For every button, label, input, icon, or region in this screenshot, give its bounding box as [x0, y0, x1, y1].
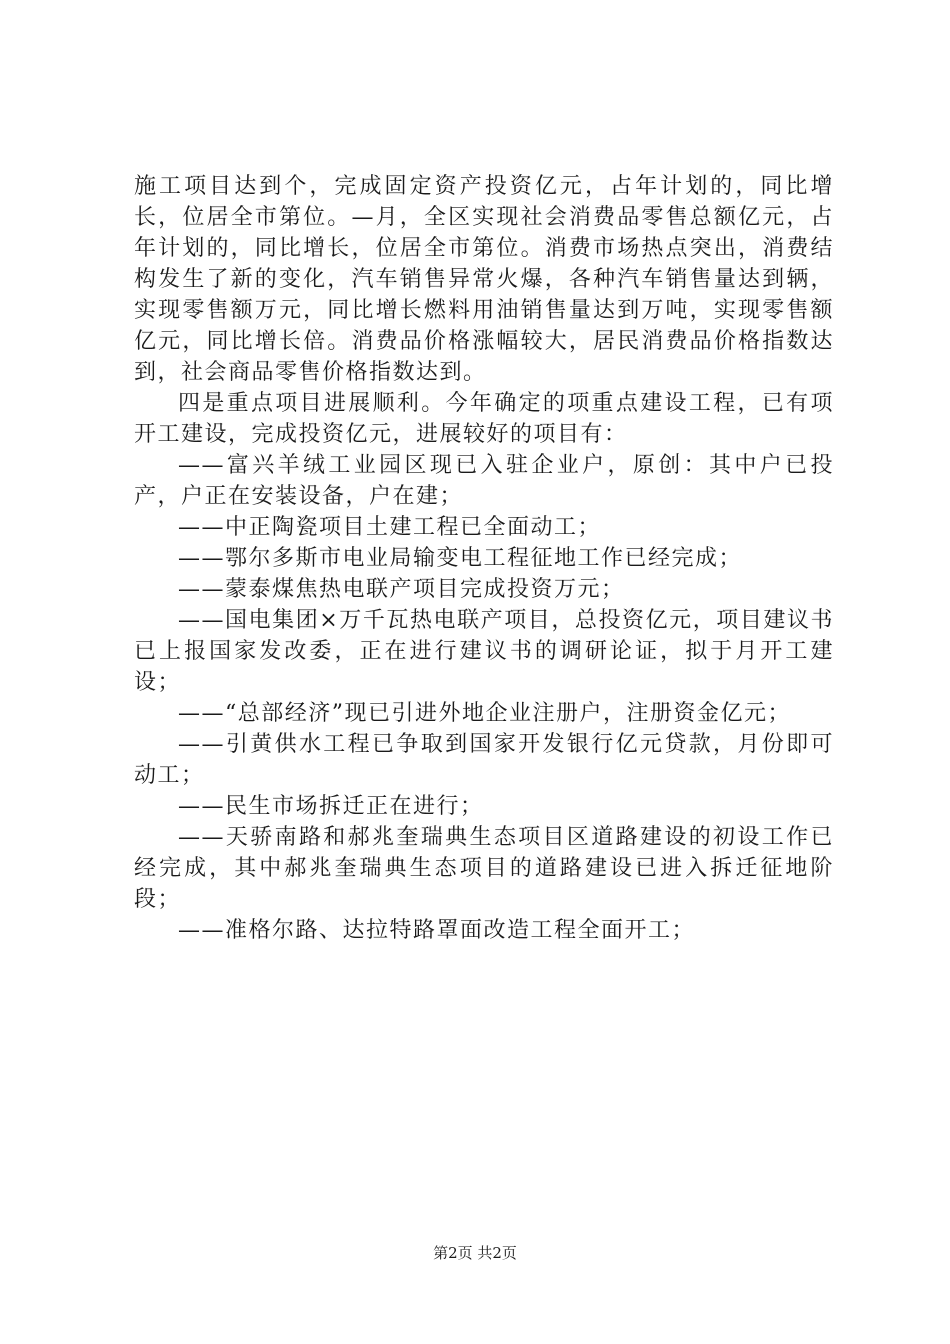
document-body: [134, 171, 834, 946]
list-item: ——“总部经济”现已引进外地企业注册户，注册资金亿元；: [178, 701, 791, 726]
paragraph-consumer-market: 施工项目达到个，完成固定资产投资亿元，占年计划的，同比增长，位居全市第位。—月，全区实现社会消费品零售总额亿元，占年计划的，同比增长，位居全市第位。消费市场热点突出，消费结构发生了新的变化，汽车销售异常火爆，各种汽车销售量达到辆，实现零售额万元，同比增长燃料用油销售量达到万吨，实现零售额亿元，同比增长倍。消费品价格涨幅较大，居民消费品价格指数达到，社会商品零售价格指数达到。: [134, 174, 834, 385]
list-item: ——蒙泰煤焦热电联产项目完成投资万元；: [178, 577, 625, 602]
list-item: ——引黄供水工程已争取到国家开发银行亿元贷款，月份即可动工；: [134, 732, 834, 788]
page-number-footer: 第2页 共2页: [433, 1244, 517, 1262]
list-item: ——鄂尔多斯市电业局输变电工程征地工作已经完成；: [178, 546, 743, 571]
list-item: ——民生市场拆迁正在进行；: [178, 794, 484, 819]
list-item: ——中正陶瓷项目土建工程已全面动工；: [178, 515, 602, 540]
paragraph-key-projects-intro: 四是重点项目进展顺利。今年确定的项重点建设工程，已有项开工建设，完成投资亿元，进展较好的项目有：: [134, 391, 834, 447]
list-item: ——国电集团×万千瓦热电联产项目，总投资亿元，项目建议书已上报国家发改委，正在进行建议书的调研论证，拟于月开工建设；: [134, 608, 834, 695]
list-item: ——天骄南路和郝兆奎瑞典生态项目区道路建设的初设工作已经完成，其中郝兆奎瑞典生态项目的道路建设已进入拆迁征地阶段；: [134, 825, 834, 912]
list-item: ——富兴羊绒工业园区现已入驻企业户，原创：其中户已投产，户正在安装设备，户在建；: [134, 453, 834, 509]
list-item: ——准格尔路、达拉特路罩面改造工程全面开工；: [178, 918, 696, 943]
